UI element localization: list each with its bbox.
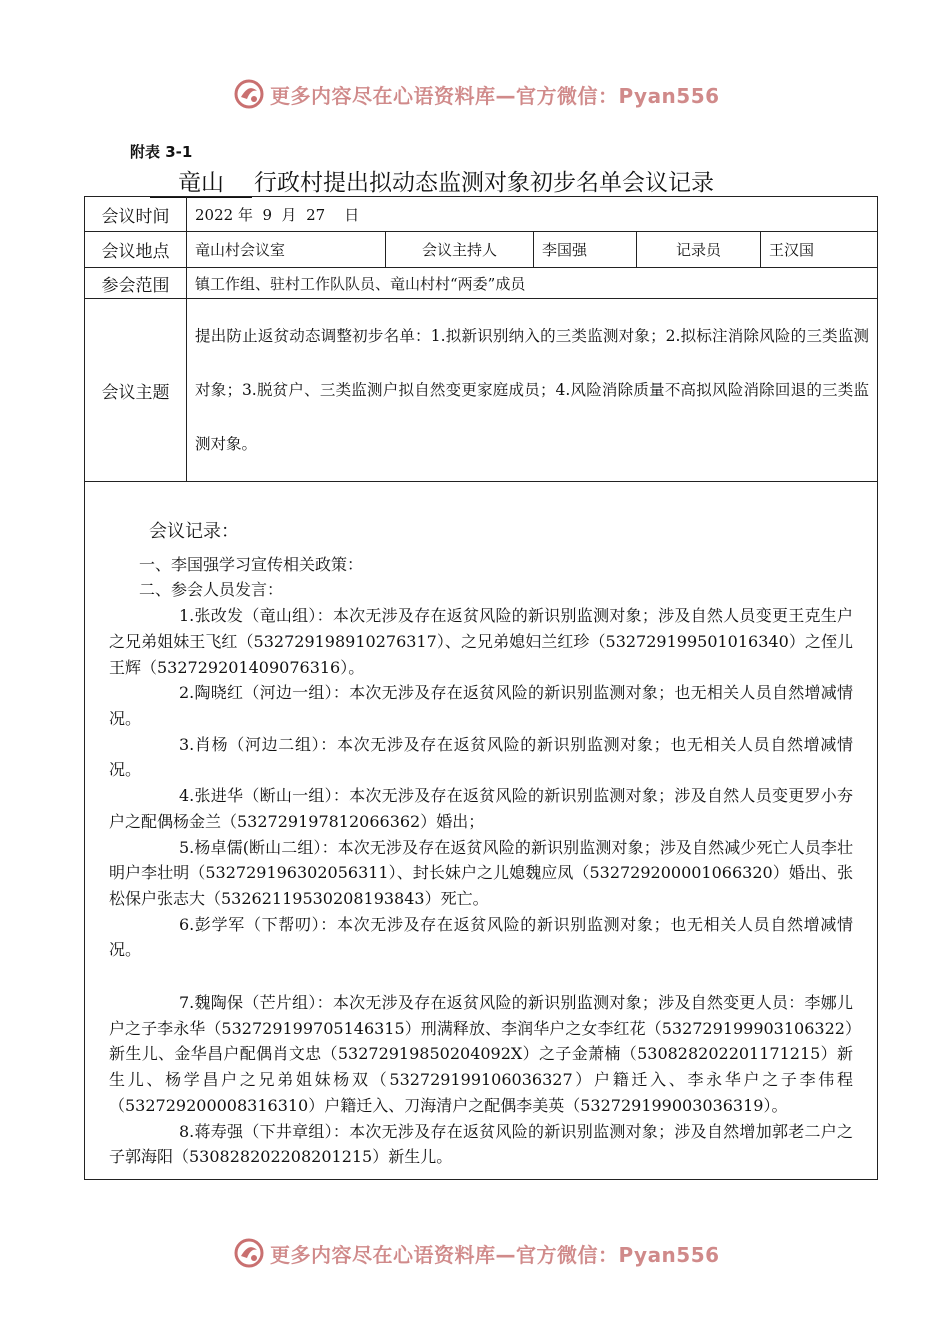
recorder-label: 记录员 [637, 232, 761, 268]
watermark-bottom [232, 1233, 832, 1273]
time-value: 2022 年 9 月 27 日 [187, 197, 878, 232]
record-section-2: 二、参会人员发言： [139, 580, 284, 600]
meeting-record [93, 491, 869, 1170]
speaker-item-4: 4.张进华（断山一组）：本次无涉及存在返贫风险的新识别监测对象；涉及自然人员变更罗小夯户之配偶杨金兰（532729197812066362）婚出； [109, 786, 854, 831]
speaker-item-3: 3.肖杨（河边二组）：本次无涉及存在返贫风险的新识别监测对象；也无相关人员自然增减情况。 [109, 734, 854, 780]
place-label: 会议地点 [85, 232, 187, 268]
speaker-item-5: 5.杨卓儒(断山二组）：本次无涉及存在返贫风险的新识别监测对象；涉及自然减少死亡人员李壮明户李壮明（532729196302056311）、封长妹户之儿媳魏应凤（532729200001066320）婚出、张松保户张志大（532621195302081938​43）死亡。 [109, 837, 854, 908]
watermark-text: 更多内容尽在心语资料库—官方微信：Pyan556 [270, 83, 720, 108]
speaker-item-2: 2.陶晓红（河边一组）：本次无涉及存在返贫风险的新识别监测对象；也无相关人员自然增减情况。 [109, 683, 854, 728]
annex-label: 附表 3-1 [130, 143, 193, 161]
logo-icon [232, 77, 266, 111]
host-label: 会议主持人 [386, 232, 534, 268]
logo-icon [232, 1236, 266, 1270]
record-cell [85, 482, 878, 1180]
topic-value: 提出防止返贫动态调整初步名单：1.拟新识别纳入的三类监测对象；2.拟标注消除风险的三类监测对象；3.脱贫户、三类监测户拟自然变更家庭成员；4.风险消除质量不高拟风险消除回退的三类监测对象。 [187, 299, 878, 482]
host-value: 李国强 [534, 232, 637, 268]
record-section-1: 一、李国强学习宣传相关政策： [139, 554, 364, 574]
scope-value: 镇工作组、驻村工作队队员、竜山村村“两委”成员 [187, 268, 878, 299]
title-rest: 行政村提出拟动态监测对象初步名单会议记录 [254, 170, 714, 196]
place-value: 竜山村会议室 [187, 232, 386, 268]
meeting-record-table [84, 196, 878, 1180]
document-title [150, 164, 850, 198]
speaker-item-8: 8.蒋寿强（下井章组）：本次无涉及存在返贫风险的新识别监测对象；涉及自然增加郭老二户之子郭海阳（530828202208201215）新生儿。 [109, 1121, 854, 1167]
record-heading: 会议记录： [149, 521, 239, 543]
speaker-item-1: 1.张改发（竜山组）：本次无涉及存在返贫风险的新识别监测对象；涉及自然人员变更王克生户之兄弟姐妹王飞红（532729198910276317）、之兄弟媳妇兰红珍（532729199501016340）之侄儿王辉（532729201409076316）。 [109, 606, 854, 677]
speaker-item-6: 6.彭学军（下帮叨）：本次无涉及存在返贫风险的新识别监测对象；也无相关人员自然增减情况。 [109, 914, 854, 960]
title-village: 竜山 [150, 164, 252, 198]
watermark-top [232, 74, 832, 114]
watermark-text: 更多内容尽在心语资料库—官方微信：Pyan556 [270, 1242, 720, 1267]
recorder-value: 王汉国 [761, 232, 878, 268]
topic-label: 会议主题 [85, 299, 187, 482]
time-label: 会议时间 [85, 197, 187, 232]
scope-label: 参会范围 [85, 268, 187, 299]
speaker-item-7: 7.魏陶保（芒片组）：本次无涉及存在返贫风险的新识别监测对象；涉及自然变更人员：李娜儿户之子李永华（532729199705146315）刑满释放、李润华户之女李红花（532729199903106322）新生儿、金华昌户配偶肖文忠（53272919850204092X）之子金萧楠（530828202201171215）新生儿、杨学昌户之兄弟姐妹杨双（532729199106036327）户籍迁入、李永华户之子李伟程（532729200008316310）户籍迁入、刀海清户之配偶李美英（532729199003036319）。 [109, 993, 854, 1115]
